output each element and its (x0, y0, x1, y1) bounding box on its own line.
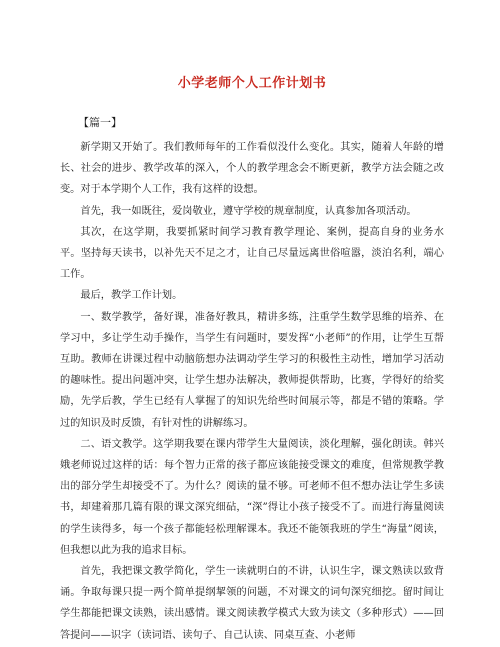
paragraph-chinese: 二、语文教学。这学期我要在课内带学生大量阅读，淡化理解，强化朗读。韩兴娥老师说过这样的话：每个智力正常的孩子都应该能接受课文的难度，但常规教学教出的部分学生却接受不了。为什么？阅读的量不够。可老师不但不想办法让学生多读书，却建着那几篇有限的课文深究细砧，“深”得让小孩子接受不了。而进行海量阅读的学生读得多，每一个孩子都能轻松理解课本。我还不能领我班的学生“海量”阅读，但我想以此为我的追求目标。 (60, 438, 444, 556)
paragraph-math: 一、数学教学，备好课，准备好教具，精讲多练，注重学生数学思维的培养、在学习中，多让学生动手操作，当学生有问题时，要发挥“小老师”的作用，让学生互帮互助。教师在讲课过程中动脑筋想办法调动学生学习的积极性主动性，增加学习活动的趣味性。提出问题冲突，让学生想办法解决，教师提供帮助，比赛，学得好的给奖励，先学后教，学生已经有人掌握了的知识先给些时间展示等，都是不错的策略。学过的知识及时反馈，有针对性的讲解练习。 (60, 311, 444, 429)
paragraph-method: 首先，我把课文教学简化，学生一读就明白的不讲，认识生字，课文熟读以致背诵。争取每课只提一两个简单提纲挈领的问题，不对课文的词句深究细挖。留时间让学生都能把课文读熟，读出感情。课文阅读教学模式大致为读文（多种形式）——回答提问——识字（读词语、读句子、自己认读、同桌互查、小老师 (60, 566, 444, 641)
section-heading: 【篇一】 (78, 116, 122, 129)
document-page (60, 62, 444, 646)
paragraph-first: 首先，我一如既往，爱岗敬业，遵守学校的规章制度，认真参加各项活动。 (80, 205, 417, 217)
paragraph-intro: 新学期又开始了。我们教师每年的工作看似没什么变化。其实，随着人年龄的增长、社会的进步、教学改革的深入，个人的教学理念会不断更新，教学方法会随之改变。对于本学期个人工作，我有这样的设想。 (60, 142, 444, 196)
paragraph-last: 最后，教学工作计划。 (80, 290, 183, 302)
document-title: 小学老师个人工作计划书 (177, 76, 327, 91)
paragraph-second: 其次，在这学期，我要抓紧时间学习教育教学理论、案例，提高自身的业务水平。坚持每天读书，以补先天不足之才，让自己尽量远离世俗喧嚣，淡泊名利，端心工作。 (60, 226, 444, 281)
